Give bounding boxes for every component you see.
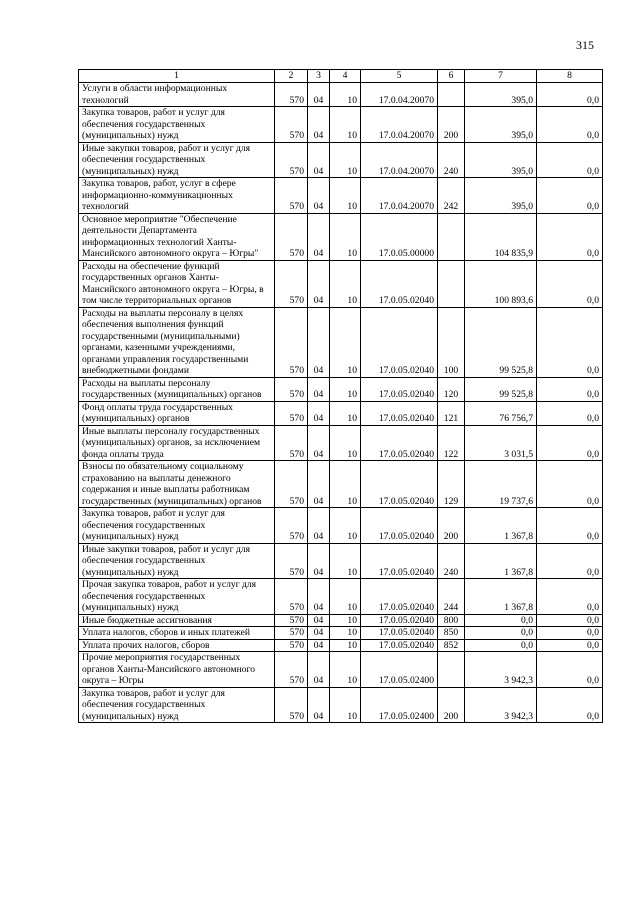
amount-cell: 395,0 [465,83,537,107]
expense-type-cell: 200 [438,687,465,723]
expense-type-cell: 850 [438,627,465,640]
name-cell: Прочая закупка товаров, работ и услуг для обеспечения государственных (муниципальных) нужд [79,579,275,615]
gov-code-cell: 570 [275,627,308,640]
section-cell: 04 [308,461,330,508]
target-article-cell: 17.0.04.20070 [361,83,438,107]
amount-2-cell: 0,0 [537,614,603,627]
section-cell: 04 [308,307,330,377]
name-cell: Иные выплаты персоналу государственных (муниципальных) органов, за исключением фонда оплаты труда [79,425,275,461]
header-cell: 1 [79,70,275,83]
expense-type-cell: 242 [438,178,465,214]
amount-2-cell: 0,0 [537,83,603,107]
amount-2-cell: 0,0 [537,260,603,307]
name-cell: Прочие мероприятия государственных органов Ханты-Мансийского автономного округа – Югры [79,652,275,688]
target-article-cell: 17.0.05.02040 [361,461,438,508]
header-cell: 5 [361,70,438,83]
header-cell: 4 [330,70,361,83]
table-row [79,107,603,143]
name-cell: Закупка товаров, работ, услуг в сфере информационно-коммуникационных технологий [79,178,275,214]
table-row [79,652,603,688]
gov-code-cell: 570 [275,461,308,508]
name-cell: Закупка товаров, работ и услуг для обеспечения государственных (муниципальных) нужд [79,687,275,723]
target-article-cell: 17.0.04.20070 [361,178,438,214]
header-cell: 6 [438,70,465,83]
table-row [79,579,603,615]
name-cell: Основное мероприятие "Обеспечение деятельности Департамента информационных технологий Ханты-Мансийского автономного округа – Югры" [79,213,275,260]
gov-code-cell: 570 [275,652,308,688]
expense-type-cell: 240 [438,543,465,579]
target-article-cell: 17.0.05.02040 [361,579,438,615]
expense-type-cell [438,213,465,260]
amount-cell: 19 737,6 [465,461,537,508]
name-cell: Расходы на выплаты персоналу в целях обеспечения выполнения функций государственными (муниципальными) органами, казенными учреждениями, органами управления государственными внебюджетными фондами [79,307,275,377]
expense-type-cell: 800 [438,614,465,627]
amount-cell: 3 031,5 [465,425,537,461]
section-cell: 04 [308,579,330,615]
table-row [79,307,603,377]
amount-cell: 104 835,9 [465,213,537,260]
subsection-cell: 10 [330,260,361,307]
target-article-cell: 17.0.05.02040 [361,260,438,307]
target-article-cell: 17.0.05.02040 [361,508,438,544]
name-cell: Расходы на выплаты персоналу государственных (муниципальных) органов [79,377,275,401]
expense-type-cell [438,652,465,688]
name-cell: Закупка товаров, работ и услуг для обеспечения государственных (муниципальных) нужд [79,508,275,544]
budget-table [78,69,603,723]
subsection-cell: 10 [330,639,361,652]
expense-type-cell: 200 [438,508,465,544]
section-cell: 04 [308,652,330,688]
target-article-cell: 17.0.05.02040 [361,614,438,627]
gov-code-cell: 570 [275,260,308,307]
subsection-cell: 10 [330,614,361,627]
section-cell: 04 [308,107,330,143]
section-cell: 04 [308,83,330,107]
table-row [79,687,603,723]
subsection-cell: 10 [330,652,361,688]
target-article-cell: 17.0.05.00000 [361,213,438,260]
header-cell: 2 [275,70,308,83]
subsection-cell: 10 [330,543,361,579]
subsection-cell: 10 [330,107,361,143]
header-cell: 8 [537,70,603,83]
section-cell: 04 [308,142,330,178]
subsection-cell: 10 [330,579,361,615]
subsection-cell: 10 [330,508,361,544]
target-article-cell: 17.0.05.02040 [361,377,438,401]
table-row [79,260,603,307]
amount-cell: 395,0 [465,107,537,143]
name-cell: Взносы по обязательному социальному страхованию на выплаты денежного содержания и иные выплаты работникам государственных (муниципальных) органов [79,461,275,508]
target-article-cell: 17.0.05.02040 [361,425,438,461]
amount-2-cell: 0,0 [537,652,603,688]
gov-code-cell: 570 [275,401,308,425]
amount-2-cell: 0,0 [537,307,603,377]
target-article-cell: 17.0.05.02040 [361,639,438,652]
name-cell: Иные закупки товаров, работ и услуг для обеспечения государственных (муниципальных) нужд [79,142,275,178]
target-article-cell: 17.0.05.02040 [361,401,438,425]
amount-cell: 3 942,3 [465,652,537,688]
amount-cell: 0,0 [465,639,537,652]
target-article-cell: 17.0.04.20070 [361,107,438,143]
section-cell: 04 [308,425,330,461]
subsection-cell: 10 [330,377,361,401]
section-cell: 04 [308,401,330,425]
gov-code-cell: 570 [275,639,308,652]
section-cell: 04 [308,178,330,214]
expense-type-cell: 200 [438,107,465,143]
table-header-row [79,70,603,83]
subsection-cell: 10 [330,425,361,461]
expense-type-cell: 244 [438,579,465,615]
gov-code-cell: 570 [275,142,308,178]
subsection-cell: 10 [330,307,361,377]
amount-cell: 1 367,8 [465,508,537,544]
table-body [79,83,603,723]
gov-code-cell: 570 [275,614,308,627]
expense-type-cell: 852 [438,639,465,652]
table-row [79,461,603,508]
table-row [79,401,603,425]
target-article-cell: 17.0.05.02400 [361,652,438,688]
header-cell: 3 [308,70,330,83]
expense-type-cell: 240 [438,142,465,178]
gov-code-cell: 570 [275,377,308,401]
gov-code-cell: 570 [275,508,308,544]
amount-2-cell: 0,0 [537,377,603,401]
name-cell: Закупка товаров, работ и услуг для обеспечения государственных (муниципальных) нужд [79,107,275,143]
amount-2-cell: 0,0 [537,579,603,615]
subsection-cell: 10 [330,178,361,214]
amount-2-cell: 0,0 [537,142,603,178]
amount-2-cell: 0,0 [537,508,603,544]
table-row [79,142,603,178]
table-row [79,178,603,214]
gov-code-cell: 570 [275,213,308,260]
subsection-cell: 10 [330,83,361,107]
subsection-cell: 10 [330,627,361,640]
table-row [79,83,603,107]
section-cell: 04 [308,614,330,627]
amount-2-cell: 0,0 [537,425,603,461]
amount-cell: 99 525,8 [465,307,537,377]
table-row [79,425,603,461]
name-cell: Фонд оплаты труда государственных (муниципальных) органов [79,401,275,425]
amount-2-cell: 0,0 [537,178,603,214]
amount-cell: 1 367,8 [465,579,537,615]
subsection-cell: 10 [330,461,361,508]
amount-cell: 3 942,3 [465,687,537,723]
gov-code-cell: 570 [275,425,308,461]
section-cell: 04 [308,639,330,652]
section-cell: 04 [308,627,330,640]
amount-2-cell: 0,0 [537,107,603,143]
amount-2-cell: 0,0 [537,213,603,260]
table-row [79,508,603,544]
target-article-cell: 17.0.05.02040 [361,307,438,377]
name-cell: Расходы на обеспечение функций государственных органов Ханты-Мансийского автономного округа – Югры, в том числе территориальных органов [79,260,275,307]
target-article-cell: 17.0.05.02400 [361,687,438,723]
subsection-cell: 10 [330,687,361,723]
name-cell: Уплата налогов, сборов и иных платежей [79,627,275,640]
gov-code-cell: 570 [275,107,308,143]
section-cell: 04 [308,377,330,401]
amount-2-cell: 0,0 [537,639,603,652]
table-row [79,639,603,652]
section-cell: 04 [308,508,330,544]
subsection-cell: 10 [330,142,361,178]
page-number: 315 [576,38,594,52]
expense-type-cell: 121 [438,401,465,425]
gov-code-cell: 570 [275,543,308,579]
name-cell: Услуги в области информационных технологий [79,83,275,107]
amount-cell: 395,0 [465,178,537,214]
target-article-cell: 17.0.05.02040 [361,543,438,579]
gov-code-cell: 570 [275,579,308,615]
table-row [79,213,603,260]
table-row [79,543,603,579]
expense-type-cell [438,83,465,107]
expense-type-cell: 122 [438,425,465,461]
table-row [79,377,603,401]
gov-code-cell: 570 [275,687,308,723]
name-cell: Иные бюджетные ассигнования [79,614,275,627]
subsection-cell: 10 [330,213,361,260]
amount-cell: 0,0 [465,614,537,627]
expense-type-cell: 129 [438,461,465,508]
header-cell: 7 [465,70,537,83]
section-cell: 04 [308,543,330,579]
amount-2-cell: 0,0 [537,543,603,579]
amount-cell: 76 756,7 [465,401,537,425]
subsection-cell: 10 [330,401,361,425]
amount-cell: 0,0 [465,627,537,640]
amount-cell: 99 525,8 [465,377,537,401]
section-cell: 04 [308,260,330,307]
amount-2-cell: 0,0 [537,687,603,723]
expense-type-cell: 120 [438,377,465,401]
expense-type-cell [438,260,465,307]
table-row [79,627,603,640]
amount-2-cell: 0,0 [537,401,603,425]
name-cell: Иные закупки товаров, работ и услуг для обеспечения государственных (муниципальных) нужд [79,543,275,579]
expense-type-cell: 100 [438,307,465,377]
section-cell: 04 [308,687,330,723]
amount-cell: 1 367,8 [465,543,537,579]
amount-2-cell: 0,0 [537,461,603,508]
gov-code-cell: 570 [275,178,308,214]
amount-cell: 395,0 [465,142,537,178]
section-cell: 04 [308,213,330,260]
amount-2-cell: 0,0 [537,627,603,640]
table-row [79,614,603,627]
name-cell: Уплата прочих налогов, сборов [79,639,275,652]
target-article-cell: 17.0.05.02040 [361,627,438,640]
gov-code-cell: 570 [275,307,308,377]
target-article-cell: 17.0.04.20070 [361,142,438,178]
amount-cell: 100 893,6 [465,260,537,307]
gov-code-cell: 570 [275,83,308,107]
